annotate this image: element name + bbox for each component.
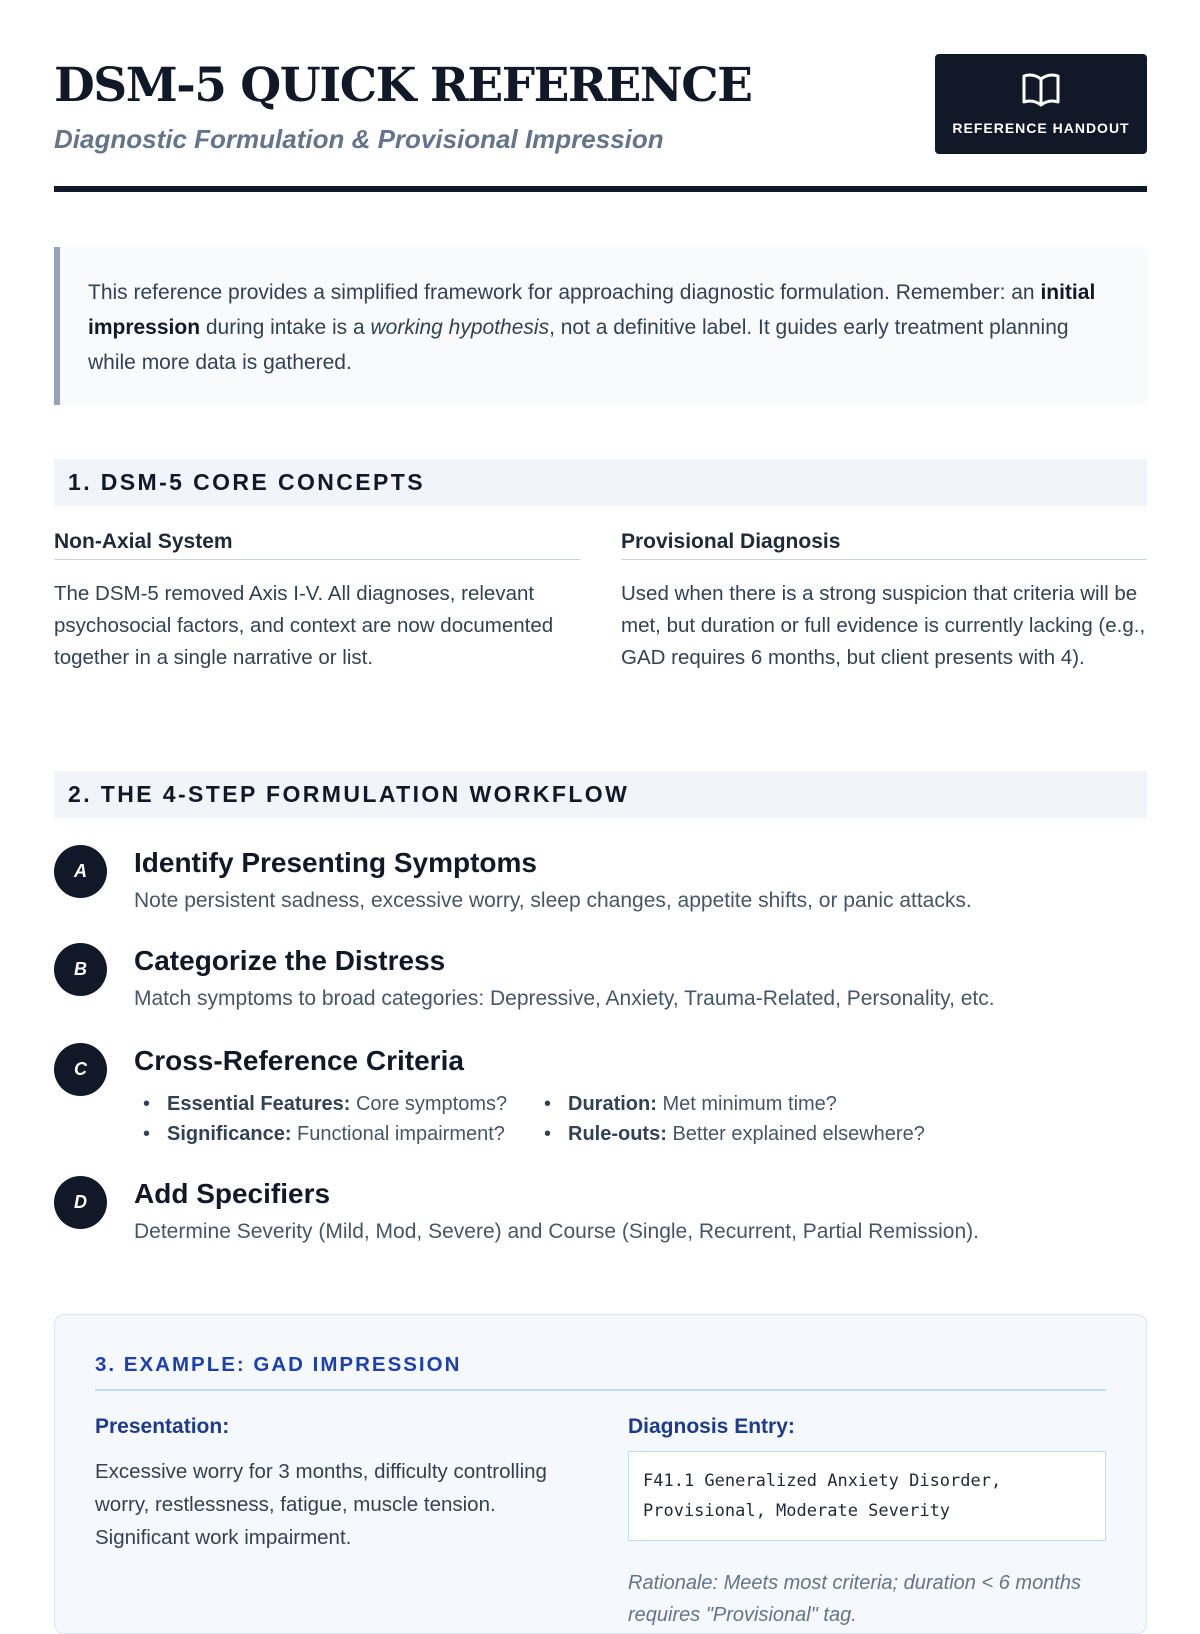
criteria-item: • Duration: Met minimum time?	[568, 1093, 837, 1116]
step-title: Identify Presenting Symptoms	[134, 847, 537, 878]
step-title: Add Specifiers	[134, 1178, 331, 1209]
header-divider	[54, 186, 1147, 192]
step-letter-badge: A	[54, 845, 107, 898]
step-description: Note persistent sadness, excessive worry, sleep changes, appetite shifts, or panic attacks.	[134, 889, 972, 912]
intro-text-1: This reference provides a simplified framework for approaching diagnostic formulation. Remember: an	[88, 281, 1041, 304]
diagnosis-line: F41.1 Generalized Anxiety Disorder,	[643, 1471, 1002, 1491]
concept-heading: Provisional Diagnosis	[621, 530, 1147, 560]
intro-callout	[54, 247, 1147, 405]
page-title: DSM-5 QUICK REFERENCE	[54, 58, 752, 113]
step-title: Cross-Reference Criteria	[134, 1045, 464, 1076]
diagnosis-entry	[628, 1451, 1106, 1541]
section-1-heading: 1. DSM-5 CORE CONCEPTS	[54, 459, 1147, 506]
header	[54, 0, 1147, 194]
badge-label: REFERENCE HANDOUT	[952, 120, 1130, 136]
presentation-body: Excessive worry for 3 months, difficulty controlling worry, restlessness, fatigue, muscle tension. Significant work impairment.	[95, 1460, 547, 1549]
reference-handout-badge	[935, 54, 1147, 154]
step-a	[54, 845, 1147, 915]
step-description: Determine Severity (Mild, Mod, Severe) and Course (Single, Recurrent, Partial Remission).	[134, 1220, 979, 1243]
step-description: Match symptoms to broad categories: Depressive, Anxiety, Trauma-Related, Personality, etc.	[134, 987, 995, 1010]
step-letter-badge: C	[54, 1043, 107, 1096]
criteria-item: • Rule-outs: Better explained elsewhere?	[568, 1123, 925, 1146]
open-book-icon	[1021, 72, 1061, 108]
step-b	[54, 943, 1147, 1013]
reference-page	[54, 0, 1147, 1626]
concept-body: Used when there is a strong suspicion that criteria will be met, but duration or full evidence is currently lacking (e.g., GAD requires 6 months, but client presents with 4).	[621, 582, 1146, 669]
criteria-item: • Essential Features: Core symptoms?	[167, 1093, 507, 1116]
intro-bold: initial impression	[88, 281, 1096, 339]
example-box	[54, 1314, 1147, 1634]
step-letter-badge: D	[54, 1176, 107, 1229]
diagnosis-line: Provisional, Moderate Severity	[643, 1501, 951, 1521]
step-title: Categorize the Distress	[134, 945, 446, 976]
concept-non-axial	[54, 530, 580, 674]
section-2-heading: 2. THE 4-STEP FORMULATION WORKFLOW	[54, 771, 1147, 818]
intro-text-2: during intake is a	[200, 316, 371, 339]
step-letter-badge: B	[54, 943, 107, 996]
criteria-item: • Significance: Functional impairment?	[167, 1123, 505, 1146]
section-3-heading: 3. EXAMPLE: GAD IMPRESSION	[95, 1353, 462, 1376]
concept-provisional	[621, 530, 1147, 674]
example-divider	[95, 1389, 1106, 1391]
diagnosis-heading: Diagnosis Entry:	[628, 1415, 795, 1438]
intro-italic: working hypothesis	[370, 316, 550, 339]
rationale-text: Rationale: Meets most criteria; duration < 6 months requires "Provisional" tag.	[628, 1572, 1081, 1626]
step-c	[54, 1043, 1147, 1153]
intro-text-3: , not a definitive label. It guides early treatment planning while more data is gathered.	[88, 316, 1069, 374]
concept-heading: Non-Axial System	[54, 530, 580, 560]
page-subtitle: Diagnostic Formulation & Provisional Impression	[54, 124, 664, 154]
step-d	[54, 1176, 1147, 1246]
presentation-heading: Presentation:	[95, 1415, 230, 1438]
concept-body: The DSM-5 removed Axis I-V. All diagnoses, relevant psychosocial factors, and context are now documented together in a single narrative or list.	[54, 582, 554, 669]
